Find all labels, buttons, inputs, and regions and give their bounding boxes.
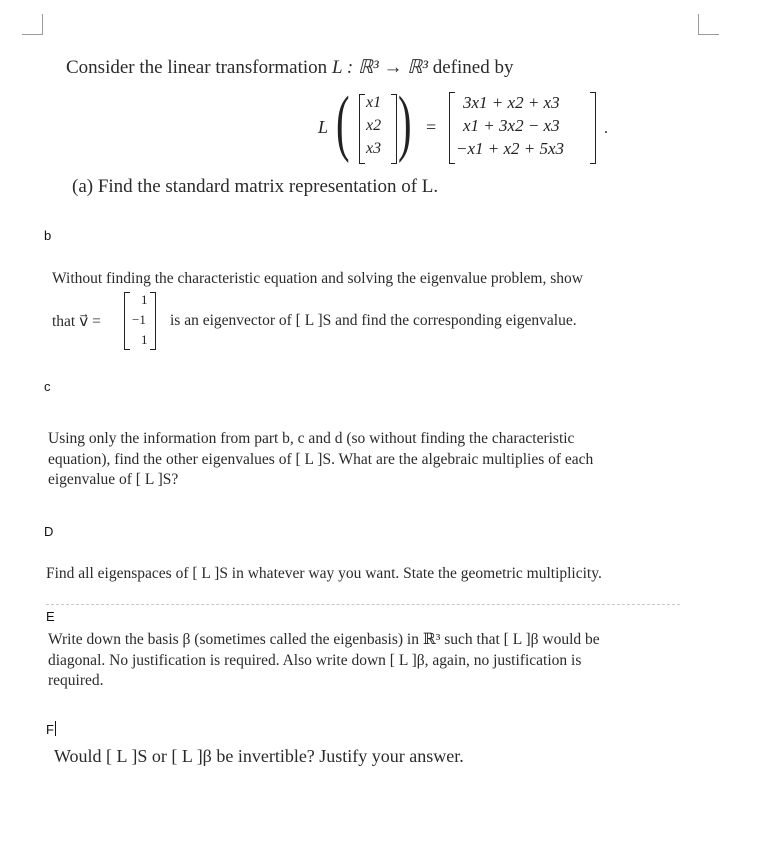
section-label-c: c: [44, 379, 51, 394]
linear-map-notation: L : ℝ³ → ℝ³: [331, 57, 428, 78]
section-label-e: E: [46, 609, 55, 624]
eigenvector-entry: −1: [132, 312, 146, 327]
text-cursor: [55, 721, 56, 736]
section-label-d: D: [44, 524, 54, 539]
result-row: x1 + 3x2 − x3: [463, 116, 560, 135]
section-e-text: Write down the basis β (sometimes called the eigenbasis) in ℝ³ such that [ L ]β would be diagonal. No justification is required. Also write down [ L ]β, again, no justification is required.: [48, 631, 600, 689]
left-paren: (: [336, 82, 350, 164]
section-d-text: Find all eigenspaces of [ L ]S in whatever way you want. State the geometric multiplicity.: [46, 565, 602, 582]
eigenvector-bracket-right: [150, 292, 156, 350]
section-b-text-rest: is an eigenvector of [ L ]S and find the corresponding eigenvalue.: [170, 312, 577, 329]
eigenvector-entry: 1: [141, 332, 148, 347]
operator-L: L: [318, 117, 329, 137]
result-row: −x1 + x2 + 5x3: [456, 139, 565, 158]
section-label-b: b: [44, 228, 52, 243]
page-corner-mark: [22, 14, 43, 35]
part-a-question: (a) Find the standard matrix representation of L.: [72, 176, 439, 197]
result-row: 3x1 + x2 + x3: [463, 93, 560, 112]
eigenvector-entry: 1: [141, 292, 148, 307]
vector-entry: x1: [366, 94, 382, 111]
vector-entry: x2: [366, 117, 382, 134]
section-b-text: Without finding the characteristic equation and solving the eigenvalue problem, show: [52, 270, 583, 287]
section-f-text: Would [ L ]S or [ L ]β be invertible? Justify your answer.: [54, 746, 464, 766]
equals-sign: =: [426, 117, 437, 137]
intro-sentence: Consider the linear transformation L : ℝ³ → ℝ³ defined by: [66, 57, 514, 78]
that-v-equals: that v⃗ =: [52, 313, 101, 330]
vector-entry: x3: [366, 140, 382, 157]
result-bracket-left: [449, 92, 455, 164]
section-divider: [46, 604, 680, 605]
section-c-text: Using only the information from part b, c and d (so without finding the characteristic equation), find the other eigenvalues of [ L ]S. What are the algebraic multiplies of each eigenvalue of [ L ]S?: [48, 430, 594, 488]
right-paren: ): [398, 82, 412, 164]
period: .: [604, 120, 608, 137]
vector-bracket-left: [359, 94, 365, 164]
eigenvector-bracket-left: [124, 292, 130, 350]
page-corner-mark: [698, 14, 719, 35]
vector-bracket-right: [391, 94, 397, 164]
section-label-f[interactable]: F: [46, 722, 54, 737]
result-bracket-right: [590, 92, 596, 164]
